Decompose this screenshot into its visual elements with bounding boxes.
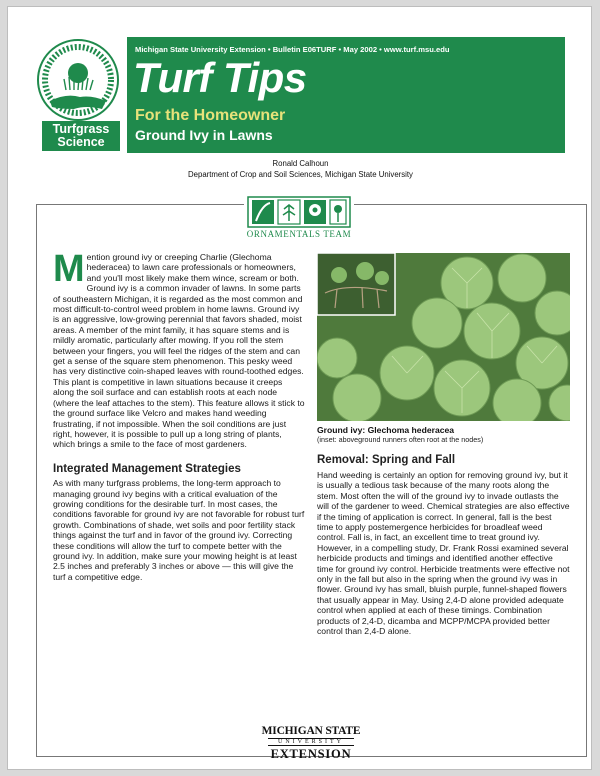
ornamentals-team-logo	[244, 195, 354, 245]
intro-text: ention ground ivy or creeping Charlie (Glechoma hederacea) to lawn care professionals or homeowners, and you'll most likely make them wince, scream or both. Ground ivy is a common invader of lawns. In some parts of southeastern Michigan, it is regarded as the most common and most difficult-to-control weed problem in home lawns. Ground ivy is an aggressive, low-growing perennial that favors shaded, moist areas. A member of the mint family, it has square stems and is mildly aromatic, particularly after mowing. If you roll the stem between your fingers, you will feel the ridges of the stem and can get a sense of the square stem phenomenon. This pesky weed has very distinctive coin-shaped leaves with round-toothed edges. This plant is competitive in lawn situations because it creeps along the soil surface and can establish roots at each node (where the leaf attaches to the stem). This feature allows it stick to the ground surface like Velcro and makes hand weeding frustrating, if not impossible. When the soil conditions are just right, however, it is possible to pull up a long string of plants, which brings a smile to the face of most gardeners.	[53, 252, 305, 450]
left-column	[53, 248, 305, 582]
msu-logo-line2: UNIVERSITY	[268, 738, 354, 746]
photo-caption: Ground ivy: Glechoma hederacea	[317, 425, 455, 435]
logo-text-turfgrass: Turfgrass	[52, 122, 110, 136]
ornamentals-emblem-icon	[244, 195, 354, 229]
msu-extension-logo	[256, 725, 366, 762]
bulletin-meta-line: Michigan State University Extension • Bulletin E06TURF • May 2002 • www.turf.msu.edu	[135, 45, 450, 54]
management-paragraph: As with many turfgrass problems, the long-term approach to managing ground ivy begins with a critical evaluation of the growing conditions for the desirable turf. In most cases, the conditions favorable for ground ivy are not favorable for robust turf growth. Combinations of shade, wet soils and poor fertility stack things against the turf and in favor of the ground ivy. Correcting these conditions will allow the turf to compete better with the ground ivy. In addition, make sure your mowing height is at least 2.5 inches and preferably 3 inches or above — this will give the turf a competitive edge.	[53, 478, 305, 582]
intro-paragraph	[53, 248, 305, 450]
removal-paragraph: Hand weeding is certainly an option for removing ground ivy, but it is usually a tedious task because of the many roots along the stem. Most often the will of the ground ivy to invade outlasts the will of the gardener to weed. Chemical strategies are also effective if the timing of application is correct. In general, fall is the best time to apply postemergence herbicides for broadleaf weed control. Fall is, in fact, an excellent time to treat ground ivy. However, in a compelling study, Dr. Frank Rossi examined several herbicide products and timings and identified another effective time for ground ivy control. Herbicide treatments were effective not only in the fall but also in the spring when the ground ivy was in flower. Ground ivy has small, bluish purple, funnel-shaped flowers that usually appear in May. Using 2,4-D alone provided adequate control when applied at each of these timings. Combination products of 2,4-D, dicamba and MCPP/MCPA provided better control than 2,4-D alone.	[317, 470, 570, 637]
page-title: Turf Tips	[133, 54, 307, 101]
msu-logo-line3: EXTENSION	[270, 747, 352, 761]
ornamentals-team-text: ORNAMENTALS TEAM	[246, 229, 352, 239]
header-banner	[127, 37, 565, 153]
right-column	[317, 253, 570, 637]
drop-cap: M	[53, 248, 85, 290]
document-page	[7, 6, 592, 770]
photo-caption-note: (inset: aboveground runners often root at the nodes)	[317, 435, 484, 444]
ground-ivy-leaves-image	[317, 253, 570, 421]
section-heading-removal: Removal: Spring and Fall	[317, 454, 456, 466]
turfgrass-science-logo	[36, 35, 126, 153]
ground-ivy-photo	[317, 253, 570, 421]
author-name: Ronald Calhoun	[272, 159, 329, 168]
page-topic: Ground Ivy in Lawns	[135, 127, 273, 143]
section-heading-management: Integrated Management Strategies	[53, 462, 241, 475]
msu-logo-line1: MICHIGAN STATE	[261, 725, 361, 737]
page-subtitle: For the Homeowner	[135, 107, 286, 124]
author-affiliation: Department of Crop and Soil Sciences, Michigan State University	[188, 170, 413, 179]
logo-text-science: Science	[57, 135, 105, 149]
